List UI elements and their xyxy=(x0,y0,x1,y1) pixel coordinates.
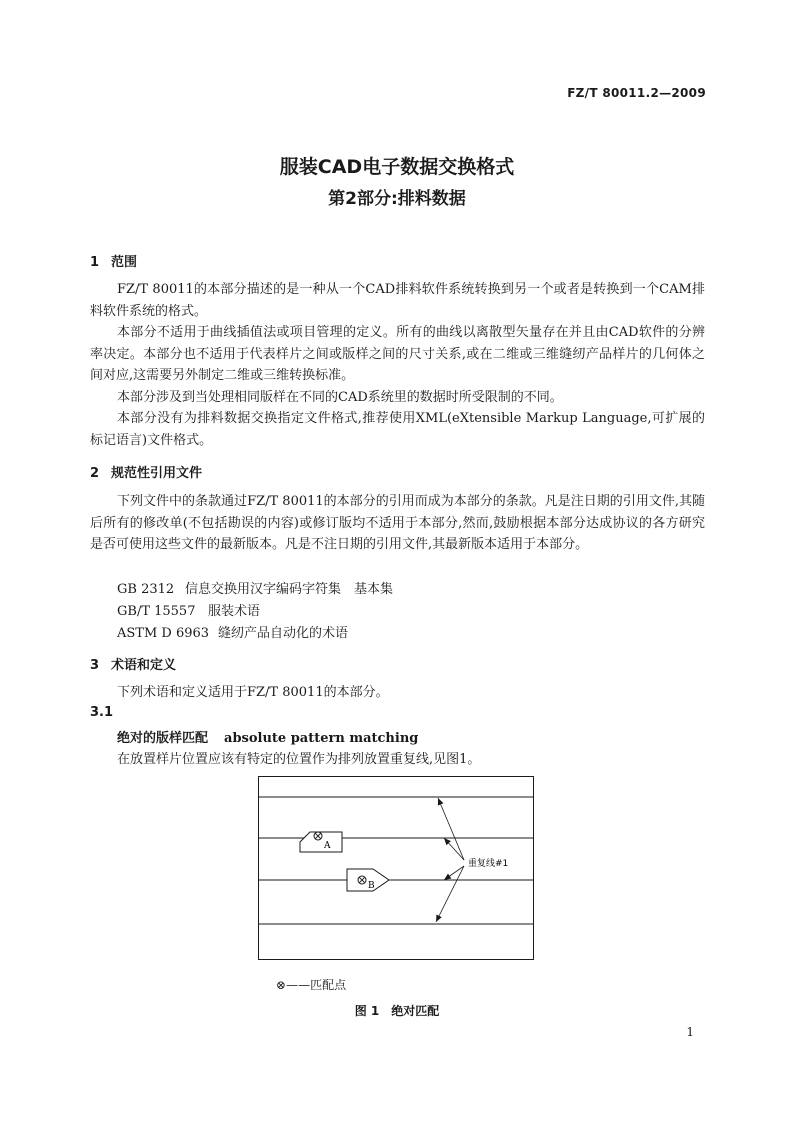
section-heading-normative-references xyxy=(90,462,202,481)
paragraph: 本部分涉及到当处理相同版样在不同的CAD系统里的数据时所受限制的不同。 xyxy=(117,390,563,405)
term-english: absolute pattern matching xyxy=(224,731,419,746)
leader-arrow xyxy=(436,866,464,922)
figure-caption: 图 1 绝对匹配 xyxy=(354,1004,440,1018)
reference-item: GB/T 15557 服装术语 xyxy=(117,604,261,619)
term-chinese: 绝对的版样匹配 xyxy=(117,731,209,746)
match-point-legend-icon: ⊗ xyxy=(276,978,287,992)
paragraph: 下列术语和定义适用于FZ/T 80011的本部分。 xyxy=(117,685,389,700)
section-number: 2 xyxy=(90,466,100,481)
piece-a-label: A xyxy=(324,841,331,851)
section-heading-terms xyxy=(90,654,176,673)
section-title: 范围 xyxy=(111,255,138,270)
document-subtitle: 第2部分:排料数据 xyxy=(328,189,466,209)
term-definition: 在放置样片位置应该有特定的位置作为排列放置重复线,见图1。 xyxy=(117,752,481,767)
reference-item: GB 2312 信息交换用汉字编码字符集 基本集 xyxy=(117,582,394,597)
paragraph: 下列文件中的条款通过FZ/T 80011的本部分的引用而成为本部分的条款。凡是注日期的引用文件,其随后所有的修改单(不包括勘误的内容)或修订版均不适用于本部分,然而,鼓励根据本部分达成协议的各方研究是否可使用这些文件的最新版本。凡是不注日期的引用文件,其最新版本适用于本部分。 xyxy=(90,494,705,553)
standard-number: FZ/T 80011.2—2009 xyxy=(567,86,706,100)
page-number: 1 xyxy=(686,1025,694,1039)
leader-arrow xyxy=(444,866,464,880)
figure-absolute-matching xyxy=(258,776,535,961)
section-title: 术语和定义 xyxy=(111,658,177,673)
pattern-piece-a xyxy=(300,832,342,852)
paragraph: 本部分没有为排料数据交换指定文件格式,推荐使用XML(eXtensible Markup Language,可扩展的标记语言)文件格式。 xyxy=(90,411,705,448)
paragraph: 本部分不适用于曲线插值法或项目管理的定义。所有的曲线以离散型矢量存在并且由CAD软件的分辨率决定。本部分也不适用于代表样片之间或版样之间的尺寸关系,或在二维或三维缝纫产品样片的几何体之间对应,这需要另外制定二维或三维转换标准。 xyxy=(90,325,705,384)
leader-arrow xyxy=(438,798,464,860)
term-heading xyxy=(117,727,418,746)
section-heading-scope xyxy=(90,251,137,270)
piece-b-label: B xyxy=(368,881,375,891)
figure-legend xyxy=(276,976,346,993)
paragraph: FZ/T 80011的本部分描述的是一种从一个CAD排料软件系统转换到另一个或者是转换到一个CAM排料软件系统的格式。 xyxy=(90,282,705,319)
legend-text: ——匹配点 xyxy=(286,978,347,992)
document-title: 服装CAD电子数据交换格式 xyxy=(279,156,515,178)
leader-arrow xyxy=(444,838,464,860)
section-number: 1 xyxy=(90,255,100,270)
repeat-line-label: 重复线#1 xyxy=(468,859,509,869)
section-number: 3 xyxy=(90,658,100,673)
section-title: 规范性引用文件 xyxy=(111,466,203,481)
term-number: 3.1 xyxy=(90,705,114,720)
reference-item: ASTM D 6963 缝纫产品自动化的术语 xyxy=(117,626,349,641)
